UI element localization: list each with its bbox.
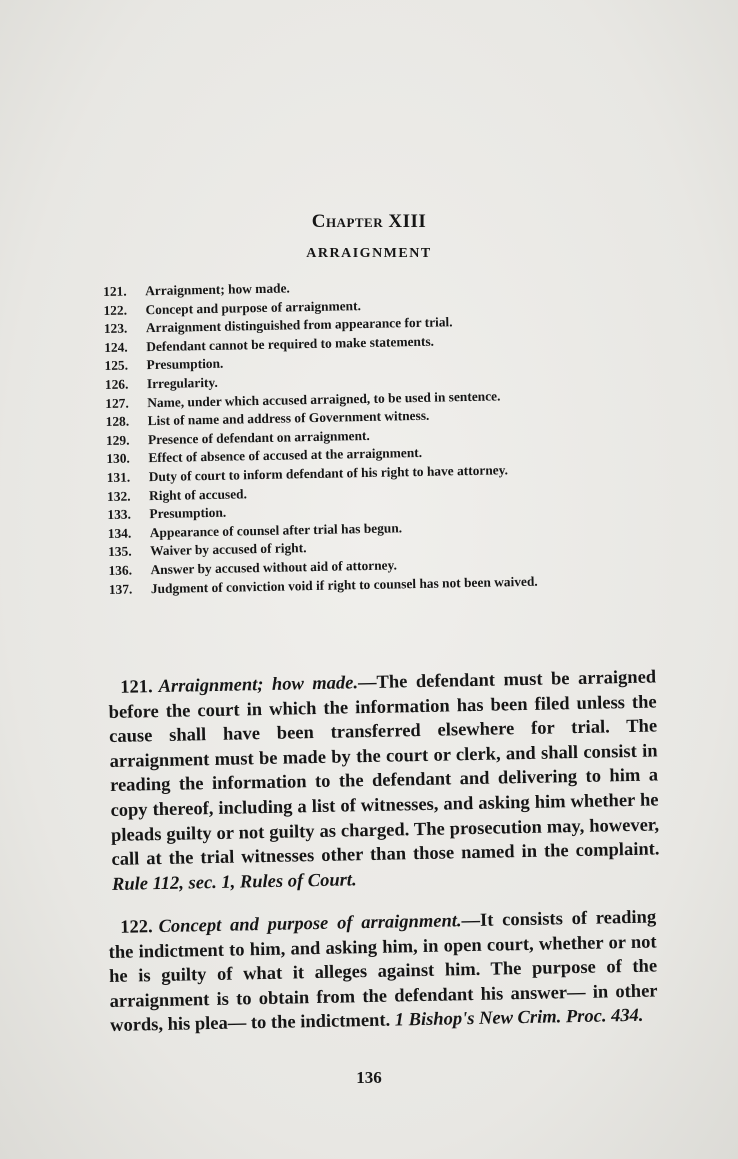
chapter-title: [0, 211, 738, 233]
section-list-text: Defendant cannot be required to make statements.: [146, 333, 435, 354]
section-list-text: Presumption.: [146, 356, 224, 373]
section-list-number: 129.: [105, 432, 130, 448]
section-list-number: 136.: [108, 562, 133, 578]
section-list-text: Irregularity.: [146, 374, 218, 392]
section-list-text: Answer by accused without aid of attorney.: [150, 557, 397, 578]
section-list-text: Arraignment distinguished from appearance for trial.: [145, 314, 453, 336]
section-paragraph: [108, 665, 660, 897]
section-list-text: Appearance of counsel after trial has begun.: [149, 520, 403, 540]
section-list: [103, 272, 669, 599]
section-list-text: Effect of absence of accused at the arraignment.: [148, 445, 423, 466]
section-text: —The defendant must be arraigned before the court in which the information has been filed unless the cause shall have been transferred elsewhere for trial. The arraignment must be made by the court or clerk, and shall consist in reading the information to the defendant and delivering to him a copy thereof, including a list of witnesses, and asking him whether he pleads guilty or not guilty as charged. The prosecution may, however, call at the trial witnesses other than those named in the complaint.: [108, 667, 660, 871]
section-list-text: List of name and address of Government witness.: [147, 407, 430, 429]
section-list-text: Presumption.: [149, 504, 227, 522]
section-list-number: 122.: [103, 302, 128, 318]
section-list-number: 121.: [103, 283, 127, 299]
section-list-number: 133.: [107, 506, 132, 523]
section-list-number: 135.: [108, 543, 132, 560]
section-list-number: 134.: [107, 525, 132, 541]
section-citation: Rule 112, sec. 1, Rules of Court.: [111, 870, 357, 895]
section-heading: Arraignment; how made.: [158, 673, 359, 698]
section-list-number: 128.: [105, 413, 130, 430]
section-text: —It consists of reading the indictment to him, and asking him, in open court, whether or not he is guilty of what it alleges against him. The purpose of the arraignment is to obtain from the defendant his answer— in other words, his plea— to the indictment.: [108, 907, 658, 1037]
chapter-title-prefix: Chapter: [311, 211, 384, 232]
section-list-text: Arraignment; how made.: [145, 280, 290, 299]
section-list-text: Right of accused.: [148, 485, 248, 503]
section-list-text: Name, under which accused arraigned, to be used in sentence.: [147, 387, 501, 410]
section-heading: Concept and purpose of arraignment.: [158, 911, 462, 938]
section-paragraph: [108, 905, 658, 1038]
section-number: 122.: [120, 917, 153, 938]
section-list-number: 137.: [108, 580, 133, 597]
section-list-text: Concept and purpose of arraignment.: [145, 297, 361, 317]
section-list-text: Duty of court to inform defendant of his right to have attorney.: [148, 462, 509, 485]
section-list-text: Judgment of conviction void if right to counsel has not been waived.: [150, 573, 538, 596]
section-list-number: 125.: [104, 357, 129, 374]
section-number: 121.: [120, 677, 153, 698]
section-list-text: Waiver by accused of right.: [150, 540, 307, 559]
section-list-number: 126.: [104, 376, 129, 392]
section-list-number: 123.: [103, 320, 128, 337]
section-list-text: Presence of defendant on arraignment.: [147, 427, 370, 447]
section-list-number: 132.: [106, 488, 131, 504]
section-list-number: 130.: [106, 450, 130, 467]
chapter-title-numeral: XIII: [388, 211, 427, 232]
section-citation: 1 Bishop's New Crim. Proc. 434.: [394, 1006, 644, 1031]
chapter-subtitle: ARRAIGNMENT: [306, 246, 432, 261]
section-list-number: 124.: [104, 339, 128, 355]
section-list-number: 127.: [105, 395, 129, 411]
page-number: 136: [356, 1068, 382, 1087]
section-list-number: 131.: [106, 469, 131, 485]
